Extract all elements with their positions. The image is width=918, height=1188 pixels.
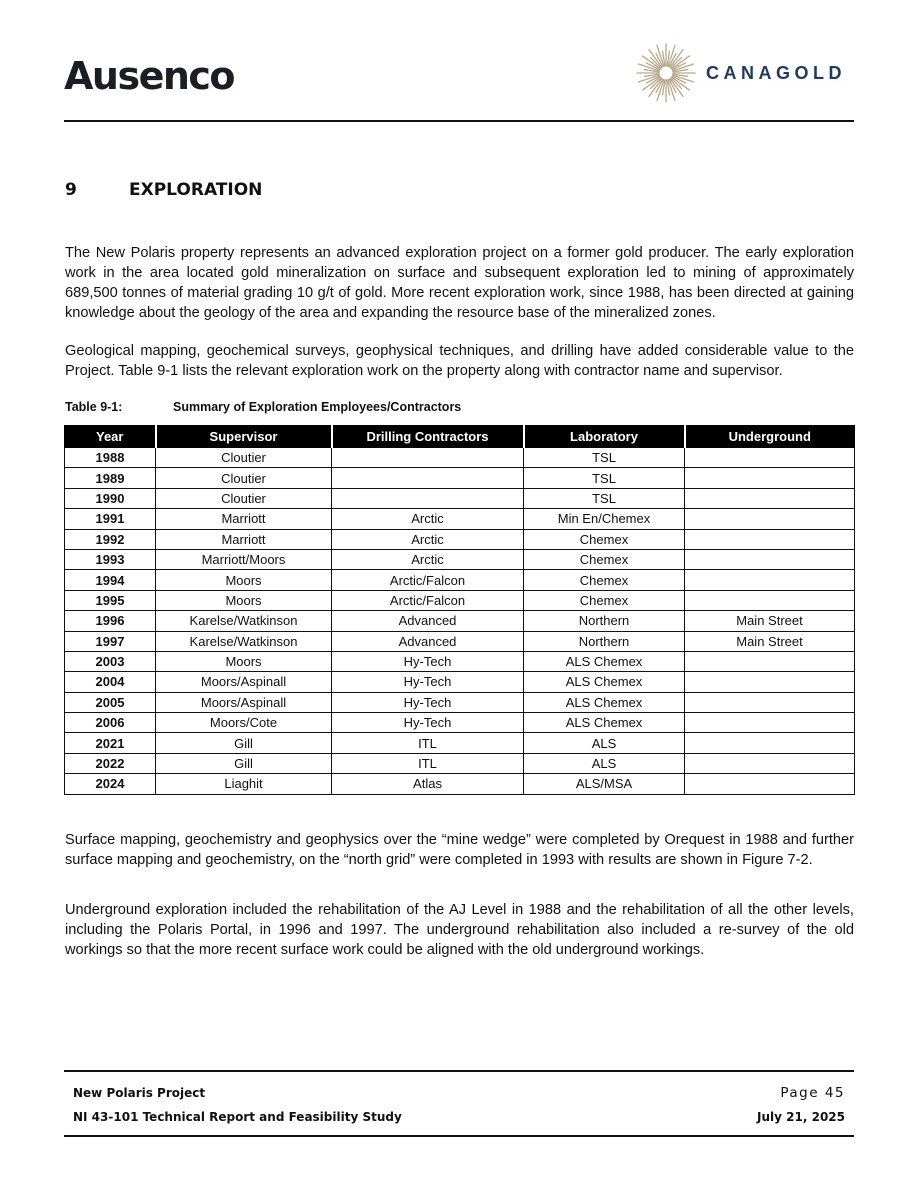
header-divider: [64, 120, 854, 122]
cell-underground: [685, 488, 855, 508]
cell-supervisor: Cloutier: [156, 468, 332, 488]
table-row: [65, 468, 855, 488]
footer-date: July 21, 2025: [757, 1110, 845, 1124]
table-row: [65, 774, 855, 794]
cell-supervisor: Liaghit: [156, 774, 332, 794]
cell-underground: [685, 753, 855, 773]
table-row: [65, 570, 855, 590]
cell-drilling-contractor: ITL: [332, 753, 524, 773]
cell-supervisor: Karelse/Watkinson: [156, 631, 332, 651]
cell-laboratory: ALS/MSA: [524, 774, 685, 794]
cell-year: 1995: [65, 590, 156, 610]
cell-laboratory: ALS Chemex: [524, 672, 685, 692]
ausenco-logo: [64, 54, 234, 98]
exploration-table: [64, 425, 855, 795]
cell-underground: [685, 733, 855, 753]
cell-drilling-contractor: Hy-Tech: [332, 713, 524, 733]
table-row: [65, 529, 855, 549]
cell-year: 1994: [65, 570, 156, 590]
table-row: [65, 611, 855, 631]
table-header-row: [65, 426, 855, 448]
cell-drilling-contractor: ITL: [332, 733, 524, 753]
cell-underground: [685, 692, 855, 712]
cell-drilling-contractor: Atlas: [332, 774, 524, 794]
cell-year: 1997: [65, 631, 156, 651]
cell-supervisor: Gill: [156, 733, 332, 753]
cell-drilling-contractor: Arctic: [332, 549, 524, 569]
table-row: [65, 590, 855, 610]
paragraph-underground: Underground exploration included the rehabilitation of the AJ Level in 1988 and the rehabilitation of all the other levels, including the Polaris Portal, in 1996 and 1997. The underground rehabilitation also included a re-survey of the old workings so that the more recent surface work could be aligned with the old underground workings.: [65, 902, 854, 958]
cell-year: 1992: [65, 529, 156, 549]
page-header: [64, 40, 854, 122]
cell-laboratory: Northern: [524, 611, 685, 631]
cell-underground: [685, 529, 855, 549]
table-caption: [65, 400, 461, 414]
cell-supervisor: Karelse/Watkinson: [156, 611, 332, 631]
paragraph-intro: The New Polaris property represents an advanced exploration project on a former gold producer. The early exploration work in the area located gold mineralization on surface and subsequent exploration led to mining of approximately 689,500 tonnes of material grading 10 g/t of gold. More recent exploration work, since 1988, has been directed at gaining knowledge about the geology of the area and expanding the resource base of the mineralized zones.: [65, 245, 854, 321]
cell-year: 2005: [65, 692, 156, 712]
cell-year: 2022: [65, 753, 156, 773]
cell-year: 1991: [65, 509, 156, 529]
cell-year: 1993: [65, 549, 156, 569]
table-row: [65, 509, 855, 529]
footer-project-name: New Polaris Project: [73, 1086, 206, 1100]
cell-laboratory: ALS: [524, 753, 685, 773]
cell-drilling-contractor: Arctic/Falcon: [332, 590, 524, 610]
cell-supervisor: Marriott: [156, 509, 332, 529]
canagold-logo: [636, 40, 846, 106]
table-row: [65, 651, 855, 671]
column-header-laboratory: Laboratory: [524, 426, 685, 448]
cell-drilling-contractor: [332, 448, 524, 468]
cell-underground: [685, 468, 855, 488]
column-header-year: Year: [65, 426, 156, 448]
cell-laboratory: Chemex: [524, 549, 685, 569]
cell-year: 2004: [65, 672, 156, 692]
cell-laboratory: ALS Chemex: [524, 651, 685, 671]
cell-supervisor: Moors/Aspinall: [156, 672, 332, 692]
cell-laboratory: ALS Chemex: [524, 713, 685, 733]
cell-laboratory: Min En/Chemex: [524, 509, 685, 529]
cell-underground: [685, 590, 855, 610]
cell-underground: [685, 509, 855, 529]
cell-drilling-contractor: Hy-Tech: [332, 672, 524, 692]
paragraph-methods: Geological mapping, geochemical surveys, geophysical techniques, and drilling have added considerable value to the Project. Table 9-1 lists the relevant exploration work on the property along with contractor name and supervisor.: [65, 343, 854, 379]
table-row: [65, 733, 855, 753]
table-caption-number: Table 9-1:: [65, 400, 123, 414]
cell-underground: [685, 672, 855, 692]
cell-supervisor: Marriott: [156, 529, 332, 549]
cell-laboratory: Chemex: [524, 570, 685, 590]
cell-year: 1996: [65, 611, 156, 631]
sunburst-icon: [636, 40, 696, 106]
cell-laboratory: Northern: [524, 631, 685, 651]
cell-drilling-contractor: Hy-Tech: [332, 692, 524, 712]
table-row: [65, 753, 855, 773]
cell-drilling-contractor: Advanced: [332, 631, 524, 651]
cell-drilling-contractor: [332, 488, 524, 508]
table-caption-title: Summary of Exploration Employees/Contractors: [173, 400, 462, 414]
cell-laboratory: Chemex: [524, 529, 685, 549]
cell-laboratory: ALS: [524, 733, 685, 753]
table-row: [65, 549, 855, 569]
cell-year: 2024: [65, 774, 156, 794]
section-heading: [65, 180, 262, 200]
cell-laboratory: ALS Chemex: [524, 692, 685, 712]
cell-supervisor: Cloutier: [156, 448, 332, 468]
cell-underground: Main Street: [685, 611, 855, 631]
cell-drilling-contractor: Arctic: [332, 529, 524, 549]
footer-divider-bottom: [64, 1135, 854, 1137]
cell-supervisor: Moors/Cote: [156, 713, 332, 733]
cell-supervisor: Moors: [156, 590, 332, 610]
column-header-underground: Underground: [685, 426, 855, 448]
table-row: [65, 488, 855, 508]
cell-drilling-contractor: Hy-Tech: [332, 651, 524, 671]
cell-underground: [685, 549, 855, 569]
cell-supervisor: Cloutier: [156, 488, 332, 508]
cell-drilling-contractor: [332, 468, 524, 488]
cell-supervisor: Marriott/Moors: [156, 549, 332, 569]
cell-year: 2006: [65, 713, 156, 733]
section-number: 9: [65, 180, 77, 200]
cell-laboratory: TSL: [524, 488, 685, 508]
cell-supervisor: Gill: [156, 753, 332, 773]
table-row: [65, 448, 855, 468]
cell-year: 1990: [65, 488, 156, 508]
table-row: [65, 631, 855, 651]
cell-supervisor: Moors/Aspinall: [156, 692, 332, 712]
section-title: EXPLORATION: [129, 180, 263, 200]
column-header-drilling-contractors: Drilling Contractors: [332, 426, 524, 448]
cell-laboratory: Chemex: [524, 590, 685, 610]
footer-report-title: NI 43-101 Technical Report and Feasibility Study: [73, 1110, 402, 1124]
cell-year: 2021: [65, 733, 156, 753]
column-header-supervisor: Supervisor: [156, 426, 332, 448]
ausenco-logo-text: Ausenco: [64, 54, 235, 98]
cell-underground: [685, 651, 855, 671]
cell-laboratory: TSL: [524, 468, 685, 488]
cell-drilling-contractor: Advanced: [332, 611, 524, 631]
footer-divider-top: [64, 1070, 854, 1072]
table-body: [65, 448, 855, 795]
paragraph-surface-mapping: Surface mapping, geochemistry and geophysics over the “mine wedge” were completed by Orequest in 1988 and further surface mapping and geochemistry, on the “north grid” were completed in 1993 with results are shown in Figure 7-2.: [65, 832, 854, 868]
cell-year: 1989: [65, 468, 156, 488]
table-row: [65, 672, 855, 692]
cell-underground: [685, 774, 855, 794]
cell-underground: Main Street: [685, 631, 855, 651]
cell-laboratory: TSL: [524, 448, 685, 468]
cell-drilling-contractor: Arctic: [332, 509, 524, 529]
table-row: [65, 692, 855, 712]
footer-page-number: Page 45: [780, 1085, 845, 1101]
cell-underground: [685, 448, 855, 468]
cell-underground: [685, 570, 855, 590]
cell-year: 2003: [65, 651, 156, 671]
cell-supervisor: Moors: [156, 570, 332, 590]
table-row: [65, 713, 855, 733]
canagold-logo-text: CANAGOLD: [706, 62, 846, 83]
cell-underground: [685, 713, 855, 733]
cell-drilling-contractor: Arctic/Falcon: [332, 570, 524, 590]
cell-supervisor: Moors: [156, 651, 332, 671]
cell-year: 1988: [65, 448, 156, 468]
exploration-table-container: [64, 425, 854, 795]
